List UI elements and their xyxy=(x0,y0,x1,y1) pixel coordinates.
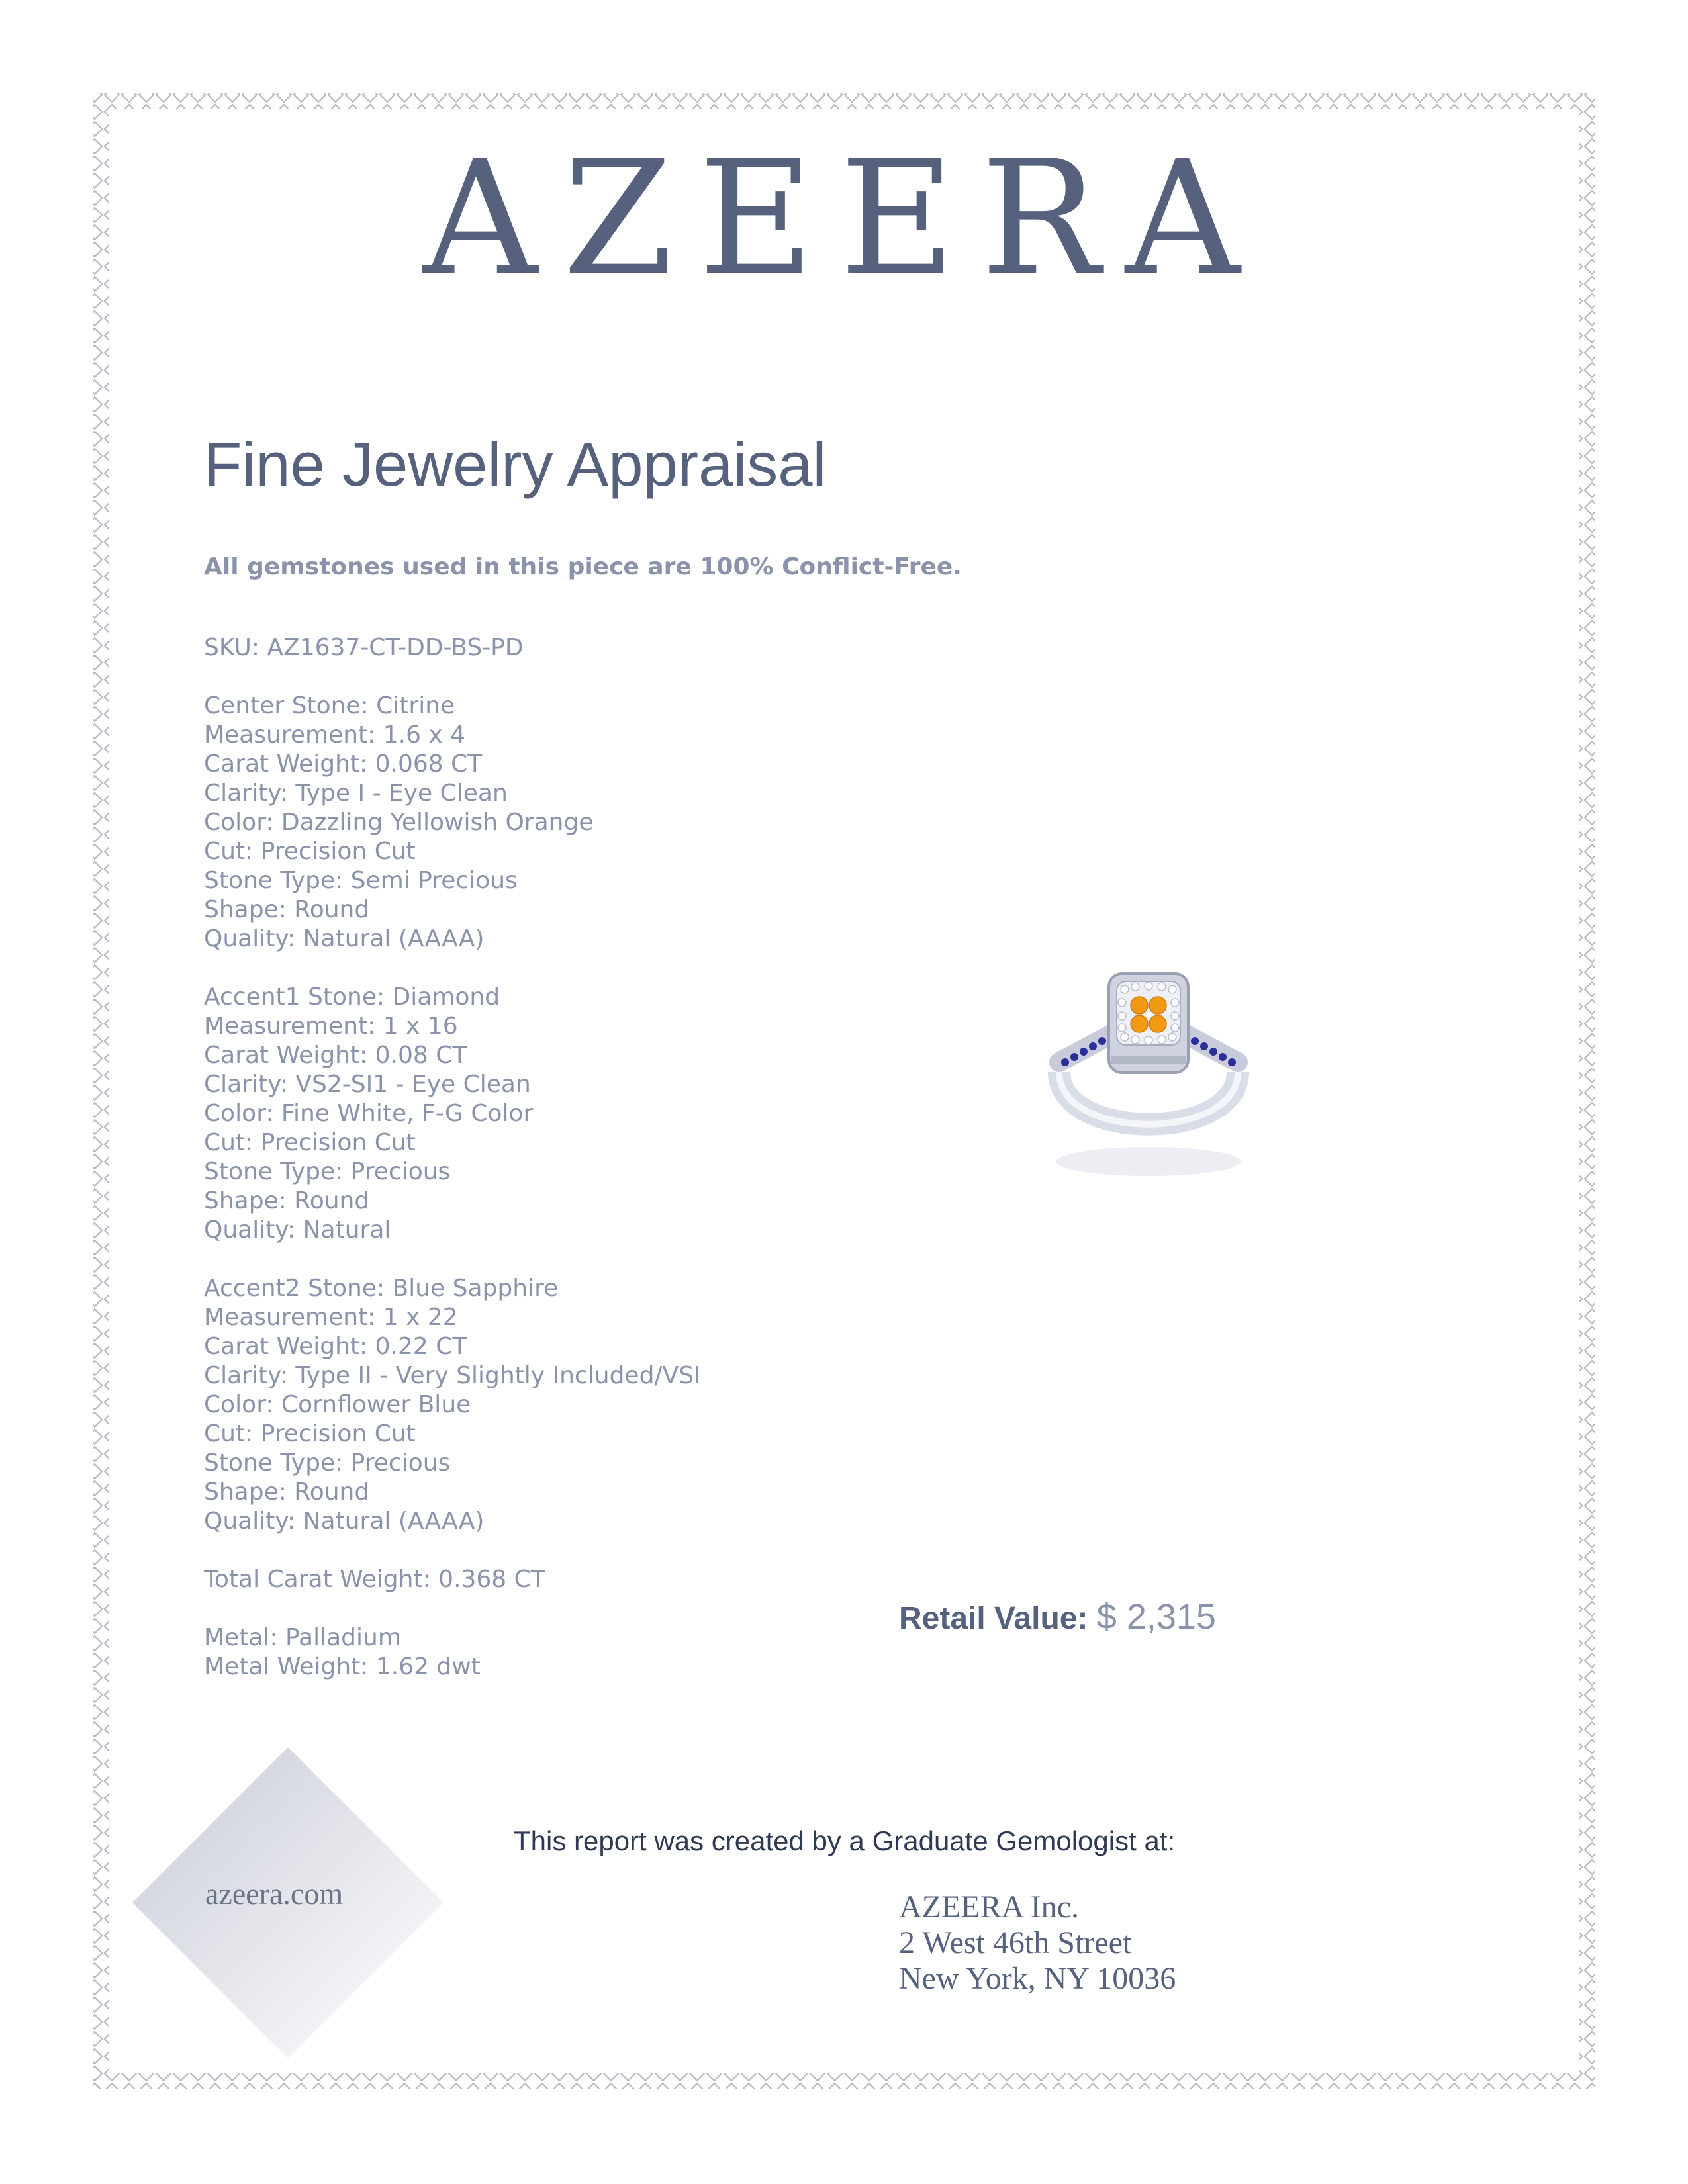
address-line-street: 2 West 46th Street xyxy=(899,1925,1132,1960)
address-line-city: New York, NY 10036 xyxy=(899,1961,1176,1996)
center-stone-line: Quality: Natural (AAAA) xyxy=(204,925,485,952)
total-carat-line: Total Carat Weight: 0.368 CT xyxy=(204,1566,545,1593)
center-stone-line: Shape: Round xyxy=(204,896,370,923)
accent1-stone-line: Cut: Precision Cut xyxy=(204,1129,416,1156)
retail-value xyxy=(899,1596,1216,1637)
accent2-stone-line: Color: Cornflower Blue xyxy=(204,1391,471,1418)
stone-details xyxy=(204,633,701,1682)
accent1-stone-line: Quality: Natural xyxy=(204,1216,391,1244)
center-stone-line: Color: Dazzling Yellowish Orange xyxy=(204,809,594,836)
accent1-stone-line: Measurement: 1 x 16 xyxy=(204,1013,458,1040)
sku-line: SKU: AZ1637-CT-DD-BS-PD xyxy=(204,634,524,661)
center-stone-line: Center Stone: Citrine xyxy=(204,692,455,719)
brand-logo: AZEERA xyxy=(422,126,1266,311)
accent2-stone-line: Quality: Natural (AAAA) xyxy=(204,1508,485,1535)
company-address xyxy=(899,1889,1176,1997)
accent1-stone-line: Clarity: VS2-SI1 - Eye Clean xyxy=(204,1071,531,1098)
accent2-stone-line: Stone Type: Precious xyxy=(204,1449,451,1477)
center-stone-line: Stone Type: Semi Precious xyxy=(204,867,518,894)
page-title: Fine Jewelry Appraisal xyxy=(204,430,827,499)
accent2-stone-line: Carat Weight: 0.22 CT xyxy=(204,1333,467,1360)
center-stone-line: Cut: Precision Cut xyxy=(204,838,416,865)
center-stone-line: Carat Weight: 0.068 CT xyxy=(204,751,483,778)
accent1-stone-line: Color: Fine White, F-G Color xyxy=(204,1100,534,1127)
accent1-stone-line: Accent1 Stone: Diamond xyxy=(204,983,500,1011)
accent2-stone-line: Accent2 Stone: Blue Sapphire xyxy=(204,1275,559,1302)
accent1-stone-line: Shape: Round xyxy=(204,1187,370,1214)
accent2-stone-line: Shape: Round xyxy=(204,1479,370,1506)
website-label: azeera.com xyxy=(205,1877,344,1911)
ring-image xyxy=(1056,963,1241,1195)
created-by-note: This report was created by a Graduate Gemologist at: xyxy=(514,1825,1176,1856)
conflict-free-note: All gemstones used in this piece are 100% Conflict-Free. xyxy=(204,553,962,580)
address-line-company: AZEERA Inc. xyxy=(899,1889,1079,1925)
accent2-stone-line: Cut: Precision Cut xyxy=(204,1420,416,1447)
accent1-stone-line: Carat Weight: 0.08 CT xyxy=(204,1042,467,1069)
center-stone-line: Clarity: Type I - Eye Clean xyxy=(204,780,508,807)
center-stone-line: Measurement: 1.6 x 4 xyxy=(204,721,466,749)
accent2-stone-line: Measurement: 1 x 22 xyxy=(204,1304,458,1331)
metal-weight-line: Metal Weight: 1.62 dwt xyxy=(204,1653,481,1680)
accent1-stone-line: Stone Type: Precious xyxy=(204,1158,451,1185)
retail-value-amount: $ 2,315 xyxy=(1096,1597,1216,1637)
retail-value-label: Retail Value: xyxy=(899,1601,1088,1636)
accent2-stone-line: Clarity: Type II - Very Slightly Included/VSI xyxy=(204,1362,701,1389)
metal-line: Metal: Palladium xyxy=(204,1624,401,1651)
